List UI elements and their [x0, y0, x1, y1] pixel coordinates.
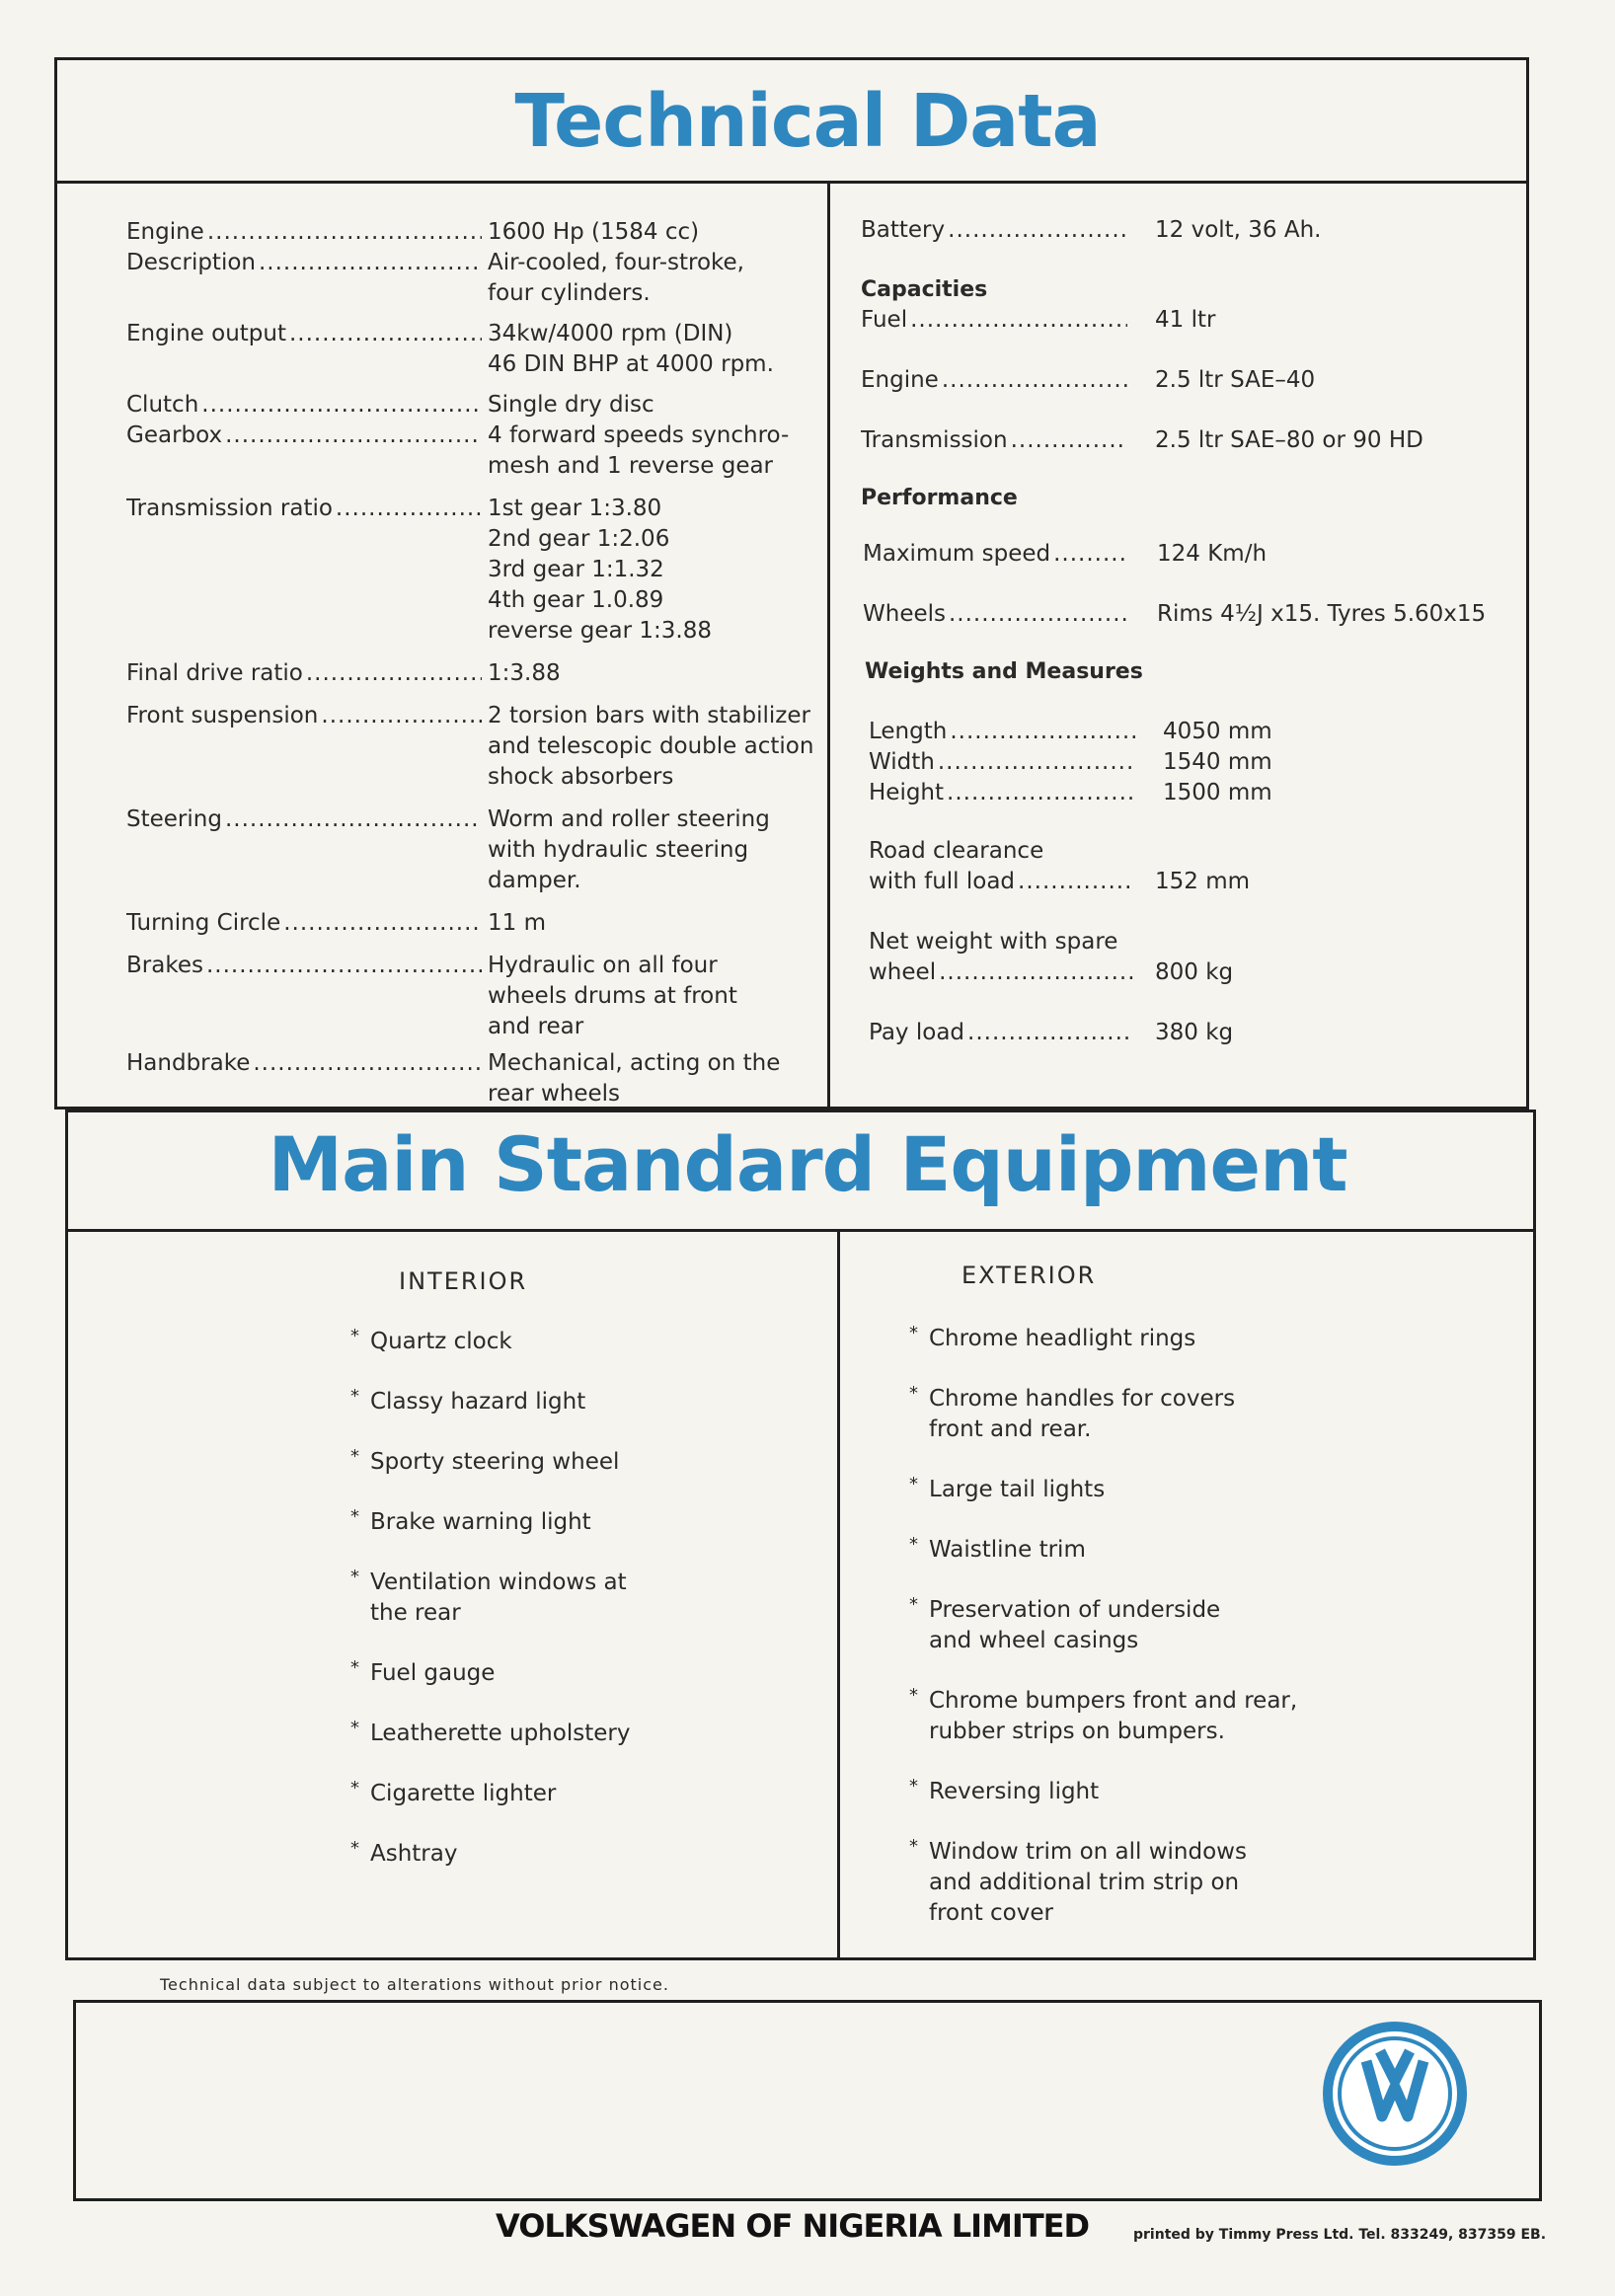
- equipment-item-text: Leatherette upholstery: [370, 1721, 631, 1746]
- spec-value: 34kw/4000 rpm (DIN) 46 DIN BHP at 4000 rpm.: [488, 321, 774, 377]
- equipment-item-text: Ashtray: [370, 1841, 458, 1867]
- bullet-star-icon: *: [909, 1383, 918, 1404]
- bullet-star-icon: *: [350, 1326, 359, 1346]
- spec-row: [861, 717, 1512, 747]
- footer-frame: [73, 2000, 1542, 2201]
- bullet-star-icon: *: [909, 1685, 918, 1706]
- equipment-item: [350, 1718, 631, 1749]
- spec-label: Engine: [126, 219, 207, 245]
- equipment-item-text: Cigarette lighter: [370, 1781, 557, 1806]
- bullet-star-icon: *: [350, 1778, 359, 1799]
- equipment-item-text: Quartz clock: [370, 1329, 512, 1354]
- spec-value: 800 kg: [1155, 959, 1234, 985]
- company-name: VOLKSWAGEN OF NIGERIA LIMITED: [496, 2207, 1090, 2245]
- equipment-item: [909, 1474, 1106, 1505]
- equipment-item: [350, 1386, 586, 1417]
- capacities-heading: Capacities: [861, 277, 988, 302]
- bullet-star-icon: *: [350, 1838, 359, 1859]
- technical-data-title: Technical Data: [514, 79, 1101, 164]
- spec-label: Brakes: [126, 953, 206, 978]
- bullet-star-icon: *: [350, 1506, 359, 1527]
- spec-label: Engine output: [126, 321, 289, 346]
- left-spec-list: [126, 217, 817, 1110]
- equipment-item-text: Window trim on all windows and additional trim strip on front cover: [929, 1839, 1247, 1926]
- equipment-item-text: Chrome handles for covers front and rear.: [929, 1386, 1236, 1442]
- spec-row: [126, 421, 817, 482]
- vw-logo-icon: [1323, 2022, 1467, 2166]
- spec-row: [126, 319, 817, 380]
- spec-label: Clutch: [126, 392, 201, 418]
- equipment-item-text: Large tail lights: [929, 1477, 1106, 1502]
- spec-row: [126, 1048, 817, 1110]
- spec-label: Fuel: [861, 307, 910, 333]
- spec-row-pay-load: Pay load ..... 380 kg: [861, 1018, 1512, 1048]
- spec-value: Air-cooled, four-stroke, four cylinders.: [488, 250, 744, 306]
- weights-list: [861, 717, 1512, 808]
- spec-value: Single dry disc: [488, 392, 654, 418]
- equipment-item-text: Brake warning light: [370, 1509, 591, 1535]
- alterations-notice: Technical data subject to alterations without prior notice.: [160, 1975, 669, 1994]
- interior-heading: INTERIOR: [399, 1267, 528, 1295]
- spec-label: Final drive ratio: [126, 660, 306, 686]
- spec-value: 1540 mm: [1163, 749, 1272, 775]
- spec-value: Mechanical, acting on the rear wheels: [488, 1050, 781, 1107]
- spec-label: Length: [869, 719, 950, 744]
- equipment-item: [350, 1567, 627, 1629]
- spec-value: 2.5 ltr SAE–80 or 90 HD: [1155, 427, 1423, 453]
- spec-row: [126, 908, 817, 939]
- spec-value: Worm and roller steering with hydraulic steering damper.: [488, 806, 770, 893]
- equipment-item: [350, 1446, 620, 1478]
- spec-row: [861, 599, 1512, 630]
- performance-heading: Performance: [861, 486, 1018, 510]
- equipment-item-text: Reversing light: [929, 1779, 1100, 1804]
- right-spec-list: [861, 215, 1512, 1048]
- spec-value: 152 mm: [1155, 869, 1251, 894]
- bullet-star-icon: *: [350, 1657, 359, 1678]
- spec-label: Description: [126, 250, 259, 275]
- spec-value: 124 Km/h: [1157, 541, 1268, 567]
- spec-row: [126, 217, 817, 248]
- spec-value: 1600 Hp (1584 cc): [488, 219, 700, 245]
- spec-value: 4 forward speeds synchro- mesh and 1 reverse gear: [488, 422, 790, 479]
- spec-row: [126, 658, 817, 689]
- bullet-star-icon: *: [909, 1836, 918, 1857]
- spec-value: 12 volt, 36 Ah.: [1155, 217, 1322, 243]
- equipment-item-text: Chrome headlight rings: [929, 1326, 1196, 1351]
- equipment-item-text: Ventilation windows at the rear: [370, 1569, 627, 1626]
- bullet-star-icon: *: [909, 1323, 918, 1343]
- spec-value: 11 m: [488, 910, 546, 936]
- spec-row: [861, 305, 1512, 336]
- spec-label: Width: [869, 749, 938, 775]
- equipment-item-text: Classy hazard light: [370, 1389, 586, 1415]
- spec-value: Hydraulic on all four wheels drums at front and rear: [488, 953, 737, 1039]
- spec-value: 2 torsion bars with stabilizer and telescopic double action shock absorbers: [488, 703, 814, 790]
- main-equipment-title: Main Standard Equipment: [268, 1120, 1347, 1208]
- spec-value: 41 ltr: [1155, 307, 1216, 333]
- spec-label: Transmission: [861, 427, 1011, 453]
- exterior-heading: EXTERIOR: [961, 1262, 1097, 1289]
- equipment-item-text: Preservation of underside and wheel casings: [929, 1597, 1221, 1653]
- spec-label: Engine: [861, 367, 942, 393]
- spec-label: Maximum speed: [863, 541, 1053, 567]
- spec-row-net-weight: Net weight with spare wheel ..... 800 kg: [861, 927, 1512, 988]
- spec-row: [126, 951, 817, 1042]
- equipment-item: [350, 1326, 512, 1357]
- spec-row: [861, 747, 1512, 778]
- spec-row-road-clearance: Road clearance with full load ..... 152 mm: [861, 836, 1512, 897]
- equipment-item: [350, 1778, 557, 1809]
- spec-value: 2.5 ltr SAE–40: [1155, 367, 1316, 393]
- printer-credit: printed by Timmy Press Ltd. Tel. 833249, 837359 EB.: [1133, 2227, 1547, 2243]
- spec-row: [126, 701, 817, 793]
- equipment-item: [909, 1383, 1236, 1445]
- equipment-item: [350, 1506, 591, 1538]
- equipment-item: [909, 1836, 1247, 1929]
- performance-list: [861, 539, 1512, 630]
- equipment-item: [350, 1657, 496, 1689]
- bullet-star-icon: *: [350, 1446, 359, 1467]
- equipment-item: [909, 1776, 1100, 1807]
- spec-label: Height: [869, 780, 947, 805]
- spec-value: 1:3.88: [488, 660, 561, 686]
- spec-value: 4050 mm: [1163, 719, 1272, 744]
- spec-row: [126, 804, 817, 896]
- spec-value: 380 kg: [1155, 1020, 1234, 1045]
- spec-label: Gearbox: [126, 422, 225, 448]
- bullet-star-icon: *: [909, 1534, 918, 1555]
- spec-row: [861, 778, 1512, 808]
- spec-row-battery: Battery ..... 12 volt, 36 Ah.: [861, 215, 1512, 246]
- spec-value: 1st gear 1:3.80 2nd gear 1:2.06 3rd gear 1:1.32 4th gear 1.0.89 reverse gear 1:3.88: [488, 496, 712, 644]
- spec-row: [126, 494, 817, 647]
- equipment-frame: [65, 1110, 1536, 1960]
- spec-row: [861, 539, 1512, 570]
- spec-value: 1500 mm: [1163, 780, 1272, 805]
- equipment-item-text: Sporty steering wheel: [370, 1449, 620, 1475]
- bullet-star-icon: *: [350, 1718, 359, 1738]
- title-divider: [54, 181, 1529, 184]
- spec-row: [126, 390, 817, 421]
- spec-value: Rims 4½J x15. Tyres 5.60x15: [1157, 601, 1487, 627]
- bullet-star-icon: *: [350, 1567, 359, 1587]
- equipment-item: [909, 1594, 1221, 1656]
- bullet-star-icon: *: [909, 1594, 918, 1615]
- bullet-star-icon: *: [350, 1386, 359, 1407]
- equipment-item: [909, 1323, 1196, 1354]
- equipment-item-text: Chrome bumpers front and rear, rubber strips on bumpers.: [929, 1688, 1298, 1744]
- equipment-item-text: Fuel gauge: [370, 1660, 496, 1686]
- equipment-item: [909, 1534, 1086, 1566]
- bullet-star-icon: *: [909, 1474, 918, 1494]
- equipment-item: [909, 1685, 1298, 1747]
- equipment-column-divider: [837, 1229, 840, 1960]
- capacities-list: [861, 305, 1512, 456]
- spec-row: [861, 365, 1512, 396]
- spec-label: Handbrake: [126, 1050, 253, 1076]
- spec-label: Steering: [126, 806, 225, 832]
- equipment-item: [350, 1838, 458, 1870]
- bullet-star-icon: *: [909, 1776, 918, 1797]
- spec-row: [126, 248, 817, 309]
- spec-label: Front suspension: [126, 703, 321, 728]
- spec-row: [861, 425, 1512, 456]
- spec-label: Wheels: [863, 601, 949, 627]
- equipment-item-text: Waistline trim: [929, 1537, 1086, 1563]
- spec-column-divider: [827, 181, 830, 1110]
- spec-label: Turning Circle: [126, 910, 283, 936]
- equipment-title-divider: [65, 1229, 1536, 1232]
- spec-label: Transmission ratio: [126, 496, 336, 521]
- weights-heading: Weights and Measures: [865, 659, 1143, 684]
